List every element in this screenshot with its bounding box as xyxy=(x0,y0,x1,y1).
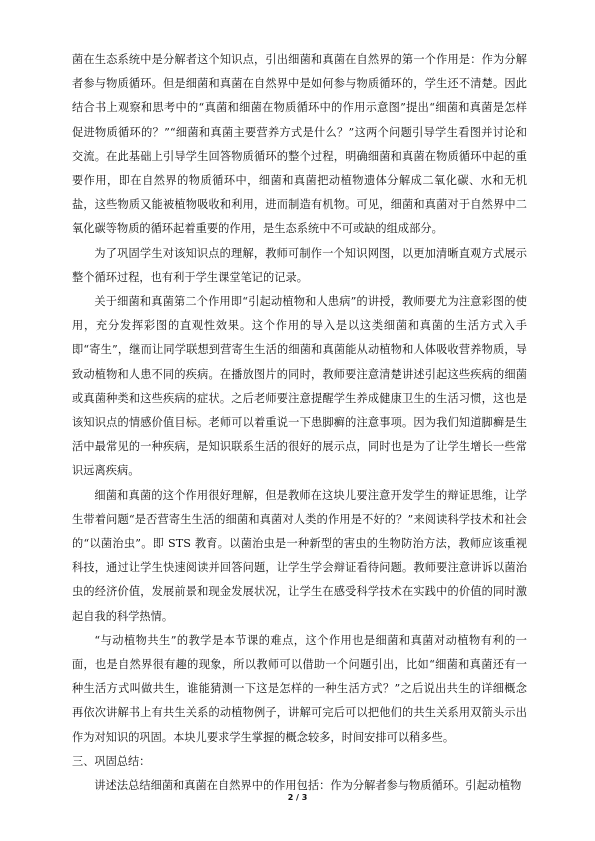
paragraph-5: “与动植物共生”的教学是本节课的难点，这个作用也是细菌和真菌对动植物有利的一面，也是自然界很有趣的现象，所以教师可以借助一个问题引出，比如“细菌和真菌还有一种生活方式叫做共生，谁能猜测一下这是怎样的一种生活方式？”之后说出共生的详细概念再依次讲解书上有共生关系的动植物例子，讲解可完后可以把他们的共生关系用双箭头示出作为对知识的巩固。本块儿要求学生掌握的概念较多，时间安排可以稍多些。 xyxy=(72,633,527,744)
paragraph-6: 讲述法总结细菌和真菌在自然界中的作用包括：作为分解者参与物质循环。引起动植物 xyxy=(94,779,522,793)
paragraph-4: 细菌和真菌的这个作用很好理解，但是教师在这块儿要注意开发学生的辩证思维，让学生带着问题“是否营寄生生活的细菌和真菌对人类的作用是不好的？”来阅读科学技术和社会的“以菌治虫”。即 STS 教育。以菌治虫是一种新型的害虫的生物防治方法，教师应该重视科技，通过让学生快速阅读并回答问题，让学生学会辩证看待问题。教师要注意讲诉以菌治虫的经济价值，发展前景和现金发展状况，让学生在感受科学技术在实践中的价值的同时激起自我的科学热情。 xyxy=(72,488,527,623)
page-number: 2 / 3 xyxy=(287,793,308,802)
paragraph-2: 为了巩固学生对该知识点的理解，教师可制作一个知识网图，以更加清晰直观方式展示整个循环过程，也有利于学生课堂笔记的记录。 xyxy=(72,246,527,284)
paragraph-3: 关于细菌和真菌第二个作用即“引起动植物和人患病”的讲授，教师要尤为注意彩图的使用，充分发挥彩图的直观性效果。这个作用的导入是以这类细菌和真菌的生活方式入手即“寄生”，继而让同学联想到营寄生生活的细菌和真菌能从动植物和人体吸收营养物质，导致动植物和人患不同的疾病。在播放图片的同时，教师要注意清楚讲述引起这些疾病的细菌或真菌种类和这些疾病的症状。之后老师要注意提醒学生养成健康卫生的生活习惯，这也是该知识点的情感价值目标。老师可以着重说一下患脚癣的注意事项。因为我们知道脚癣是生活中最常见的一种疾病，是知识联系生活的很好的展示点，同时也是为了让学生增长一些常识远离疾病。 xyxy=(72,295,527,478)
section-heading: 三、巩固总结： xyxy=(72,754,151,768)
page-content xyxy=(72,48,527,798)
paragraph-1: 菌在生态系统中是分解者这个知识点，引出细菌和真菌在自然界的第一个作用是：作为分解者参与物质循环。但是细菌和真菌在自然界中是如何参与物质循环的，学生还不清楚。因此结合书上观察和思考中的“真菌和细菌在物质循环中的作用示意图”提出“细菌和真菌是怎样促进物质循环的？”“细菌和真菌主要营养方式是什么？”这两个问题引导学生看图并讨论和交流。在此基础上引导学生回答物质循环的整个过程，明确细菌和真菌在物质循环中起的重要作用，即在自然界的物质循环中，细菌和真菌把动植物遗体分解成二氧化碳、水和无机盐，这些物质又能被植物吸收和利用，进而制造有机物。可见，细菌和真菌对于自然界中二氧化碳等物质的循环起着重要的作用，是生态系统中不可或缺的组成部分。 xyxy=(72,53,527,236)
